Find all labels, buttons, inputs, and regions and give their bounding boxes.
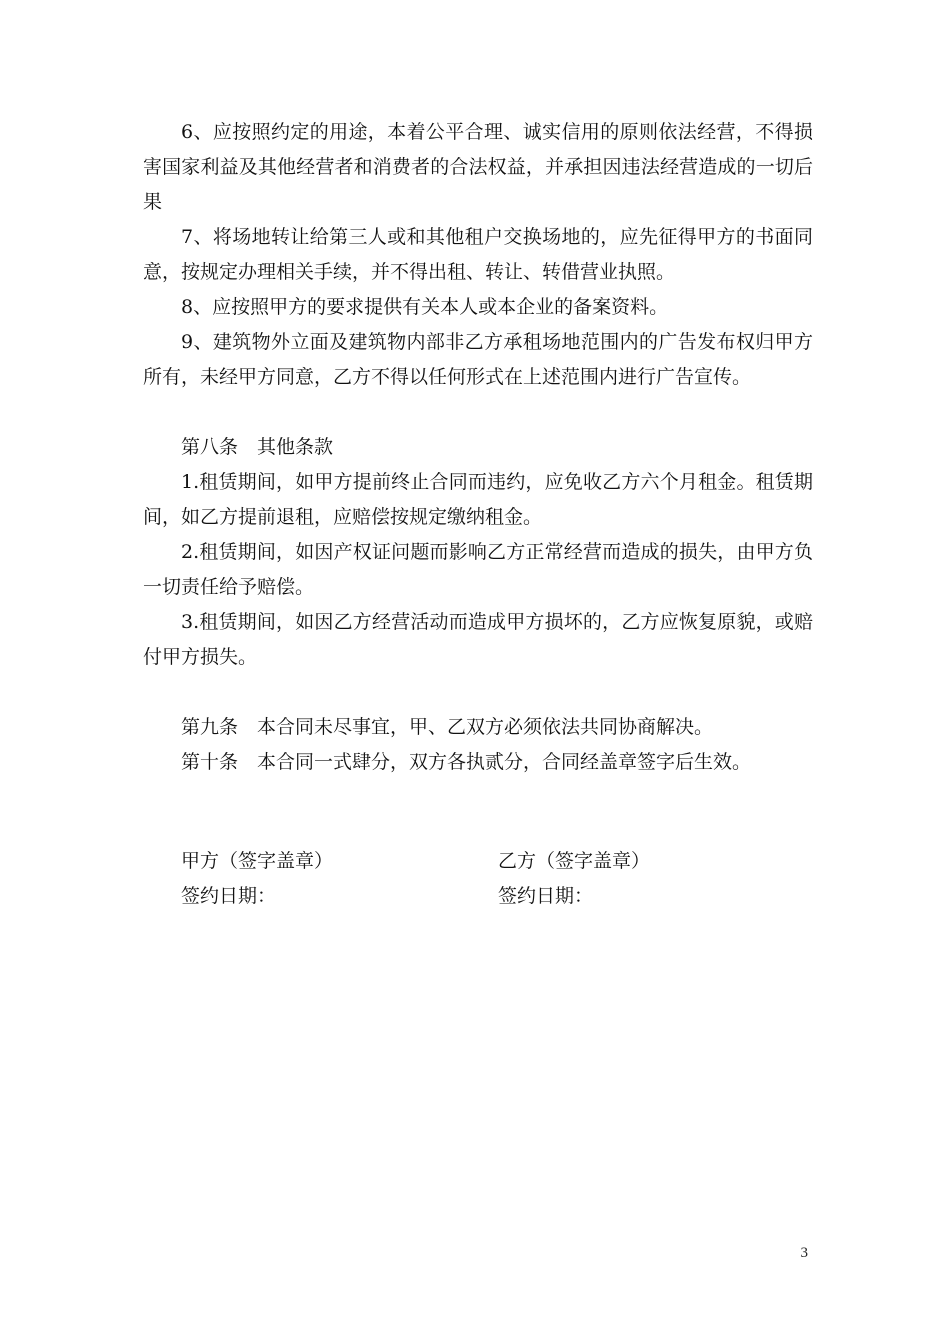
article-8-item-3: 3.租赁期间，如因乙方经营活动而造成甲方损坏的，乙方应恢复原貌，或赔付甲方损失。	[143, 611, 813, 668]
party-a-signing-date-label: 签约日期：	[181, 885, 277, 907]
clause-item-6: 6、应按照约定的用途，本着公平合理、诚实信用的原则依法经营，不得损害国家利益及其他经营者和消费者的合法权益，并承担因违法经营造成的一切后果	[143, 121, 813, 213]
spacer	[143, 780, 813, 844]
article-8-title: 第八条 其他条款	[181, 436, 334, 458]
article-8-item-2: 2.租赁期间，如因产权证问题而影响乙方正常经营而造成的损失，由甲方负一切责任给予赔偿。	[143, 541, 813, 598]
clause-item-9: 9、建筑物外立面及建筑物内部非乙方承租场地范围内的广告发布权归甲方所有，未经甲方同意，乙方不得以任何形式在上述范围内进行广告宣传。	[143, 331, 813, 388]
party-b-signing-date-label: 签约日期：	[498, 885, 594, 907]
party-b-signature-label: 乙方（签字盖章）	[498, 850, 651, 872]
document-body	[143, 115, 813, 914]
signature-row	[143, 844, 813, 879]
spacer	[143, 675, 813, 710]
signing-date-row	[143, 879, 813, 914]
party-a-signature-label: 甲方（签字盖章）	[181, 850, 334, 872]
spacer	[143, 395, 813, 430]
page-number: 3	[800, 1245, 808, 1261]
clause-item-7: 7、将场地转让给第三人或和其他租户交换场地的，应先征得甲方的书面同意，按规定办理相关手续，并不得出租、转让、转借营业执照。	[143, 226, 813, 283]
clause-item-8: 8、应按照甲方的要求提供有关本人或本企业的备案资料。	[181, 296, 669, 318]
article-9: 第九条 本合同未尽事宜，甲、乙双方必须依法共同协商解决。	[181, 716, 714, 738]
article-10: 第十条 本合同一式肆分，双方各执贰分，合同经盖章签字后生效。	[181, 751, 752, 773]
article-8-item-1: 1.租赁期间，如甲方提前终止合同而违约，应免收乙方六个月租金。租赁期间，如乙方提前退租，应赔偿按规定缴纳租金。	[143, 471, 813, 528]
